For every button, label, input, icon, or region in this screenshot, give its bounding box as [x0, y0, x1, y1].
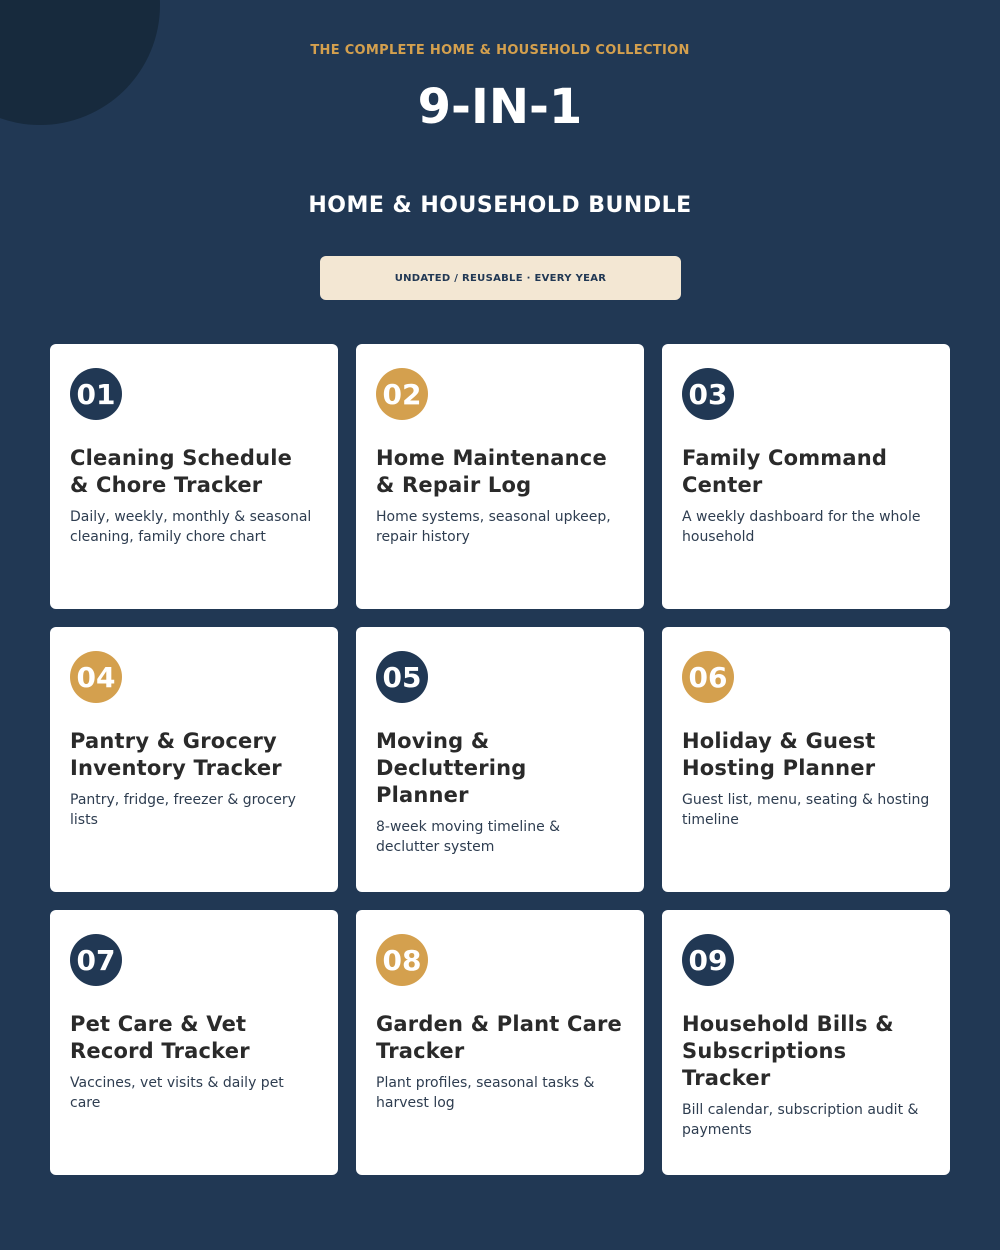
card-number-badge: 04: [70, 651, 122, 703]
product-grid: [50, 344, 950, 1175]
bundle-count-title: 9-IN-1: [417, 79, 583, 135]
collection-eyebrow: THE COMPLETE HOME & HOUSEHOLD COLLECTION: [310, 43, 690, 58]
card-description: Plant profiles, seasonal tasks & harvest log: [376, 1075, 595, 1111]
card-title: Moving & Decluttering Planner: [376, 729, 527, 807]
card-number-badge: 05: [376, 651, 428, 703]
product-card: [356, 627, 644, 892]
reusable-badge-label: UNDATED / REUSABLE · EVERY YEAR: [394, 272, 607, 284]
card-number-badge: 06: [682, 651, 734, 703]
card-title: Cleaning Schedule & Chore Tracker: [70, 446, 293, 497]
product-card: [50, 344, 338, 609]
card-title: Family Command Center: [682, 446, 888, 497]
card-title: Garden & Plant Care Tracker: [376, 1012, 622, 1063]
product-card: [50, 910, 338, 1175]
card-description: Vaccines, vet visits & daily pet care: [70, 1075, 284, 1111]
card-description: Bill calendar, subscription audit & payments: [682, 1102, 919, 1138]
card-number-badge: 07: [70, 934, 122, 986]
card-number-badge: 02: [376, 368, 428, 420]
card-number-badge: 01: [70, 368, 122, 420]
card-number-badge: 08: [376, 934, 428, 986]
card-title: Holiday & Guest Hosting Planner: [682, 729, 876, 780]
product-card: [356, 910, 644, 1175]
card-number-badge: 03: [682, 368, 734, 420]
product-card: [662, 344, 950, 609]
card-title: Pantry & Grocery Inventory Tracker: [70, 729, 282, 780]
card-description: Pantry, fridge, freezer & grocery lists: [70, 792, 296, 828]
product-card: [662, 627, 950, 892]
product-card: [662, 910, 950, 1175]
product-card: [356, 344, 644, 609]
bundle-subtitle: HOME & HOUSEHOLD BUNDLE: [308, 193, 692, 218]
card-description: Home systems, seasonal upkeep, repair history: [376, 509, 611, 545]
card-number-badge: 09: [682, 934, 734, 986]
card-title: Pet Care & Vet Record Tracker: [70, 1012, 250, 1063]
card-title: Home Maintenance & Repair Log: [376, 446, 607, 497]
product-card: [50, 627, 338, 892]
card-title: Household Bills & Subscriptions Tracker: [682, 1012, 894, 1090]
reusable-badge: [320, 256, 681, 300]
card-description: Daily, weekly, monthly & seasonal cleaning, family chore chart: [70, 509, 312, 545]
card-description: A weekly dashboard for the whole household: [682, 509, 921, 545]
card-description: Guest list, menu, seating & hosting timeline: [682, 792, 930, 828]
card-description: 8-week moving timeline & declutter system: [376, 819, 561, 855]
